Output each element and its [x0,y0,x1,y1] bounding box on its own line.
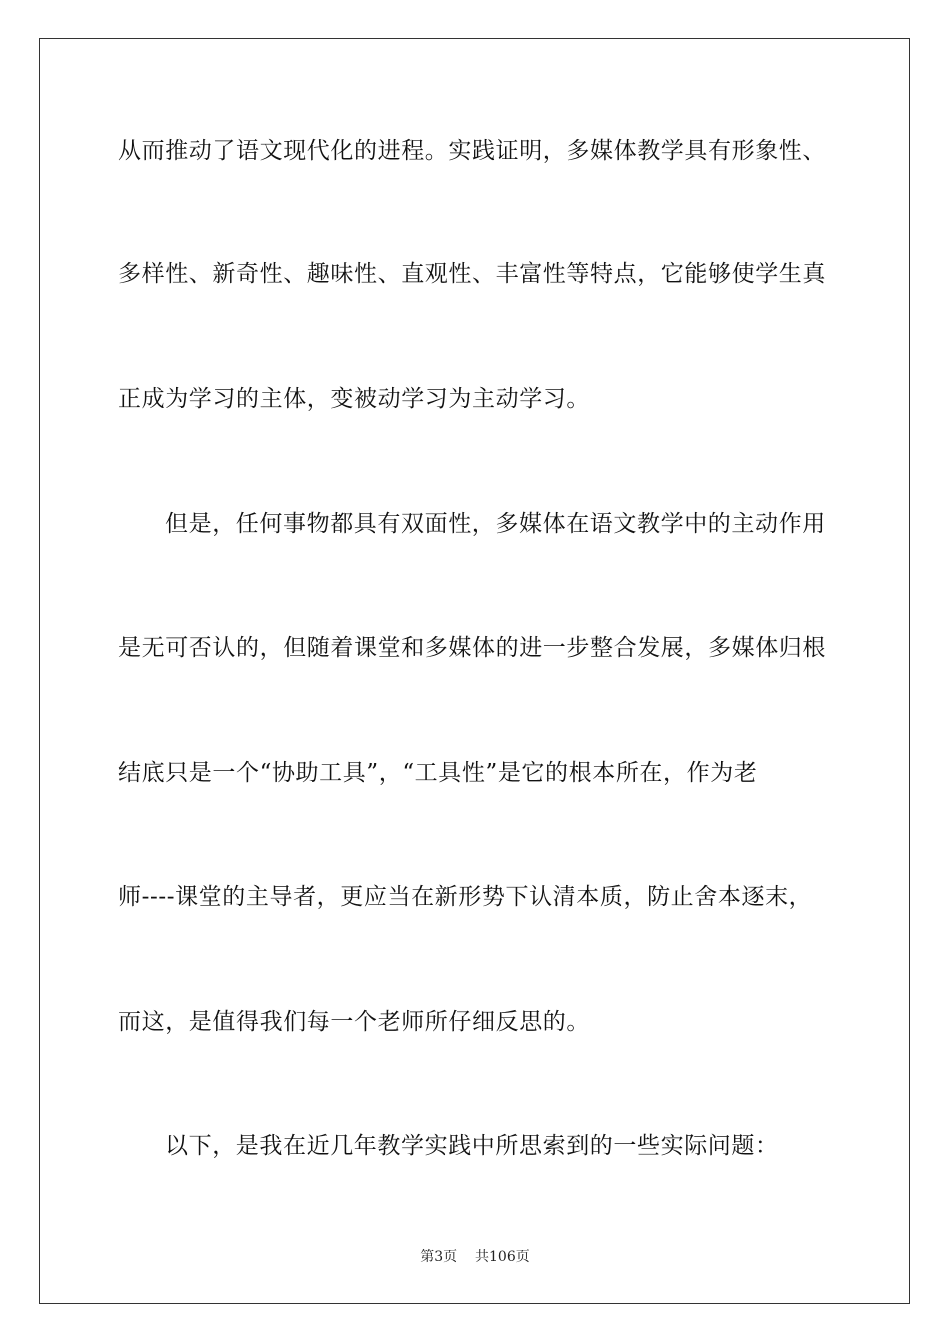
paragraph-2-line-5: 而这，是值得我们每一个老师所仔细反思的。 [118,1009,590,1035]
paragraph-1-line-1: 从而推动了语文现代化的进程。实践证明，多媒体教学具有形象性、 [118,138,826,164]
paragraph-1-line-3: 正成为学习的主体，变被动学习为主动学习。 [118,386,590,412]
page-footer [0,1248,950,1266]
page-total: 共106页 [475,1249,530,1265]
page-number: 第3页 [420,1249,458,1265]
page-frame [39,38,910,1304]
paragraph-1-line-2: 多样性、新奇性、趣味性、直观性、丰富性等特点，它能够使学生真 [118,261,826,287]
paragraph-2-line-3: 结底只是一个“协助工具”，“工具性”是它的根本所在，作为老 [118,760,758,786]
paragraph-2-line-2: 是无可否认的，但随着课堂和多媒体的进一步整合发展，多媒体归根 [118,635,826,661]
paragraph-2-line-4: 师----课堂的主导者，更应当在新形势下认清本质，防止舍本逐末， [118,884,813,910]
paragraph-2-line-1: 但是，任何事物都具有双面性，多媒体在语文教学中的主动作用 [165,511,826,537]
paragraph-3-line-1: 以下，是我在近几年教学实践中所思索到的一些实际问题： [165,1133,779,1159]
